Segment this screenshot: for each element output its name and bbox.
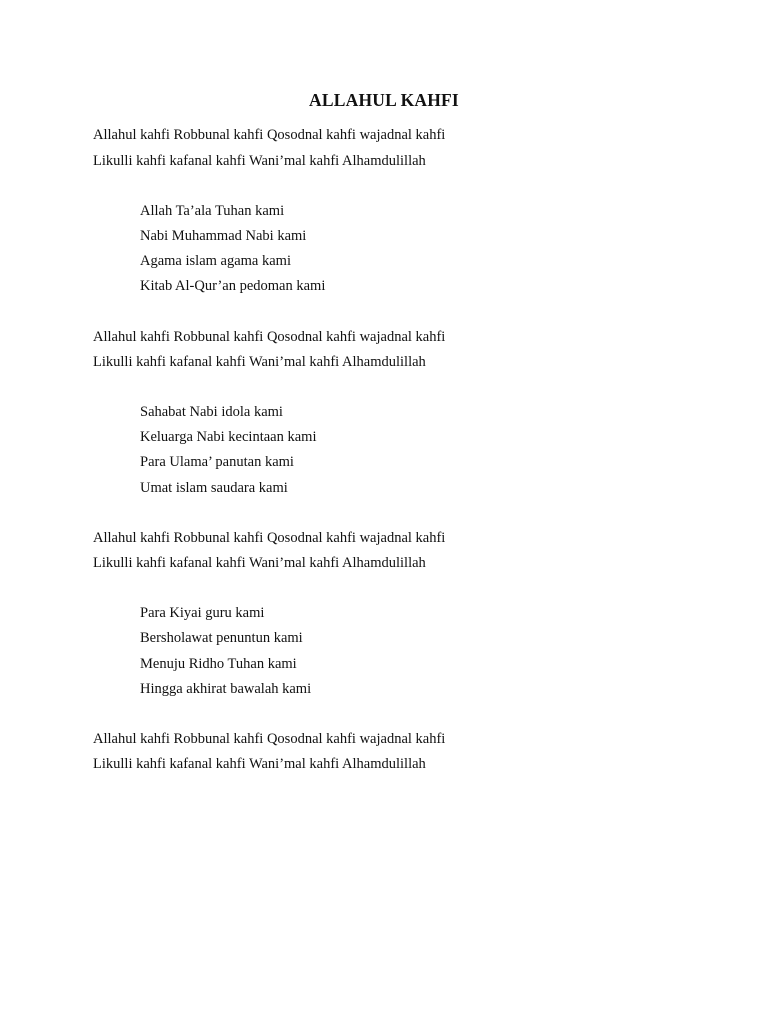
verse-1-line-1: Allah Ta’ala Tuhan kami — [140, 203, 285, 219]
verse-2-line-2: Keluarga Nabi kecintaan kami — [140, 429, 317, 445]
chorus-line-1: Allahul kahfi Robbunal kahfi Qosodnal kahfi wajadnal kahfi — [93, 731, 446, 747]
verse-3-line-3: Menuju Ridho Tuhan kami — [140, 656, 297, 672]
chorus-line-1: Allahul kahfi Robbunal kahfi Qosodnal kahfi wajadnal kahfi — [93, 530, 446, 546]
verse-3-line-2: Bersholawat penuntun kami — [140, 630, 303, 646]
chorus-line-2: Likulli kahfi kafanal kahfi Wani’mal kahfi Alhamdulillah — [93, 555, 426, 571]
chorus-line-2: Likulli kahfi kafanal kahfi Wani’mal kahfi Alhamdulillah — [93, 354, 426, 370]
verse-2-line-3: Para Ulama’ panutan kami — [140, 454, 294, 470]
chorus-line-1: Allahul kahfi Robbunal kahfi Qosodnal kahfi wajadnal kahfi — [93, 127, 446, 143]
verse-3-line-1: Para Kiyai guru kami — [140, 605, 265, 621]
chorus-line-1: Allahul kahfi Robbunal kahfi Qosodnal kahfi wajadnal kahfi — [93, 329, 446, 345]
document-title: ALLAHUL KAHFI — [309, 90, 459, 110]
verse-2-line-1: Sahabat Nabi idola kami — [140, 404, 283, 420]
verse-1-line-3: Agama islam agama kami — [140, 253, 291, 269]
chorus-line-2: Likulli kahfi kafanal kahfi Wani’mal kahfi Alhamdulillah — [93, 153, 426, 169]
verse-1-line-2: Nabi Muhammad Nabi kami — [140, 228, 307, 244]
chorus-line-2: Likulli kahfi kafanal kahfi Wani’mal kahfi Alhamdulillah — [93, 756, 426, 772]
verse-2-line-4: Umat islam saudara kami — [140, 480, 288, 496]
verse-1-line-4: Kitab Al-Qur’an pedoman kami — [140, 278, 326, 294]
verse-3-line-4: Hingga akhirat bawalah kami — [140, 681, 312, 697]
